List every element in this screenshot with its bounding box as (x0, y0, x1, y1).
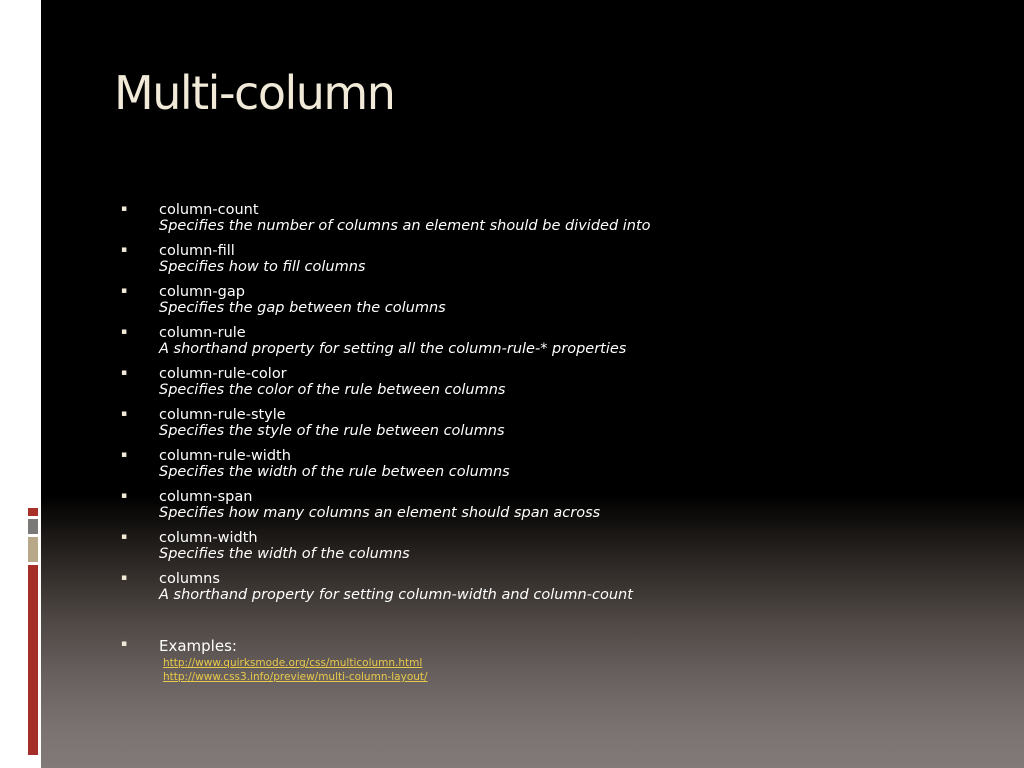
property-name: column-rule-style (159, 407, 286, 423)
list-item (121, 489, 1001, 530)
bullet-icon: ▪ (121, 245, 128, 255)
property-description: Specifies the width of the rule between columns (159, 464, 510, 480)
property-name: column-rule-color (159, 366, 287, 382)
list-item (121, 325, 1001, 366)
list-item-text (159, 530, 410, 562)
list-item (121, 202, 1001, 243)
bullet-icon: ▪ (121, 409, 128, 419)
property-name: column-span (159, 489, 253, 505)
list-item (121, 366, 1001, 407)
bullet-icon: ▪ (121, 450, 128, 460)
decorative-accent-bars (28, 0, 38, 768)
bullet-icon: ▪ (121, 573, 128, 583)
bullet-icon: ▪ (121, 532, 128, 542)
bullet-icon: ▪ (121, 368, 128, 378)
property-name: column-gap (159, 284, 245, 300)
property-description: Specifies the gap between the columns (159, 300, 446, 316)
bullet-icon: ▪ (121, 639, 128, 649)
list-item-text (159, 489, 600, 521)
list-item (121, 530, 1001, 571)
property-name: column-rule (159, 325, 246, 341)
property-name: column-count (159, 202, 259, 218)
bullet-icon: ▪ (121, 327, 128, 337)
list-item (121, 243, 1001, 284)
accent-bar-gray (28, 519, 38, 534)
bullet-icon: ▪ (121, 286, 128, 296)
list-item (121, 407, 1001, 448)
list-item (121, 448, 1001, 489)
example-link-css3info[interactable]: http://www.css3.info/preview/multi-column-layout/ (163, 671, 428, 683)
list-item-text (159, 407, 505, 439)
slide-title: Multi-column (114, 66, 395, 120)
property-name: column-rule-width (159, 448, 291, 464)
property-description: Specifies the width of the columns (159, 546, 410, 562)
list-item-text (159, 202, 651, 234)
accent-bar-red-long (28, 565, 38, 755)
property-description: Specifies the style of the rule between columns (159, 423, 505, 439)
property-description: Specifies how to fill columns (159, 259, 366, 275)
example-links (163, 656, 428, 684)
property-list (121, 202, 1001, 612)
accent-bar-tan (28, 537, 38, 562)
list-item (121, 284, 1001, 325)
property-description: A shorthand property for setting all the column-rule-* properties (159, 341, 627, 357)
bullet-icon: ▪ (121, 204, 128, 214)
examples-label: Examples: (159, 637, 237, 655)
property-description: Specifies the color of the rule between columns (159, 382, 506, 398)
property-name: columns (159, 571, 220, 587)
example-link-quirksmode[interactable]: http://www.quirksmode.org/css/multicolumn.html (163, 657, 423, 669)
property-name: column-fill (159, 243, 235, 259)
property-description: Specifies the number of columns an element should be divided into (159, 218, 651, 234)
list-item-text (159, 366, 505, 398)
property-description: Specifies how many columns an element should span across (159, 505, 601, 521)
bullet-icon: ▪ (121, 491, 128, 501)
list-item (121, 571, 1001, 612)
list-item-text (159, 448, 510, 480)
list-item-text (159, 325, 626, 357)
list-item-text (159, 243, 365, 275)
list-item-text (159, 284, 446, 316)
list-item-text (159, 571, 633, 603)
property-description: A shorthand property for setting column-width and column-count (159, 587, 633, 603)
property-name: column-width (159, 530, 258, 546)
accent-bar-red-small (28, 508, 38, 516)
